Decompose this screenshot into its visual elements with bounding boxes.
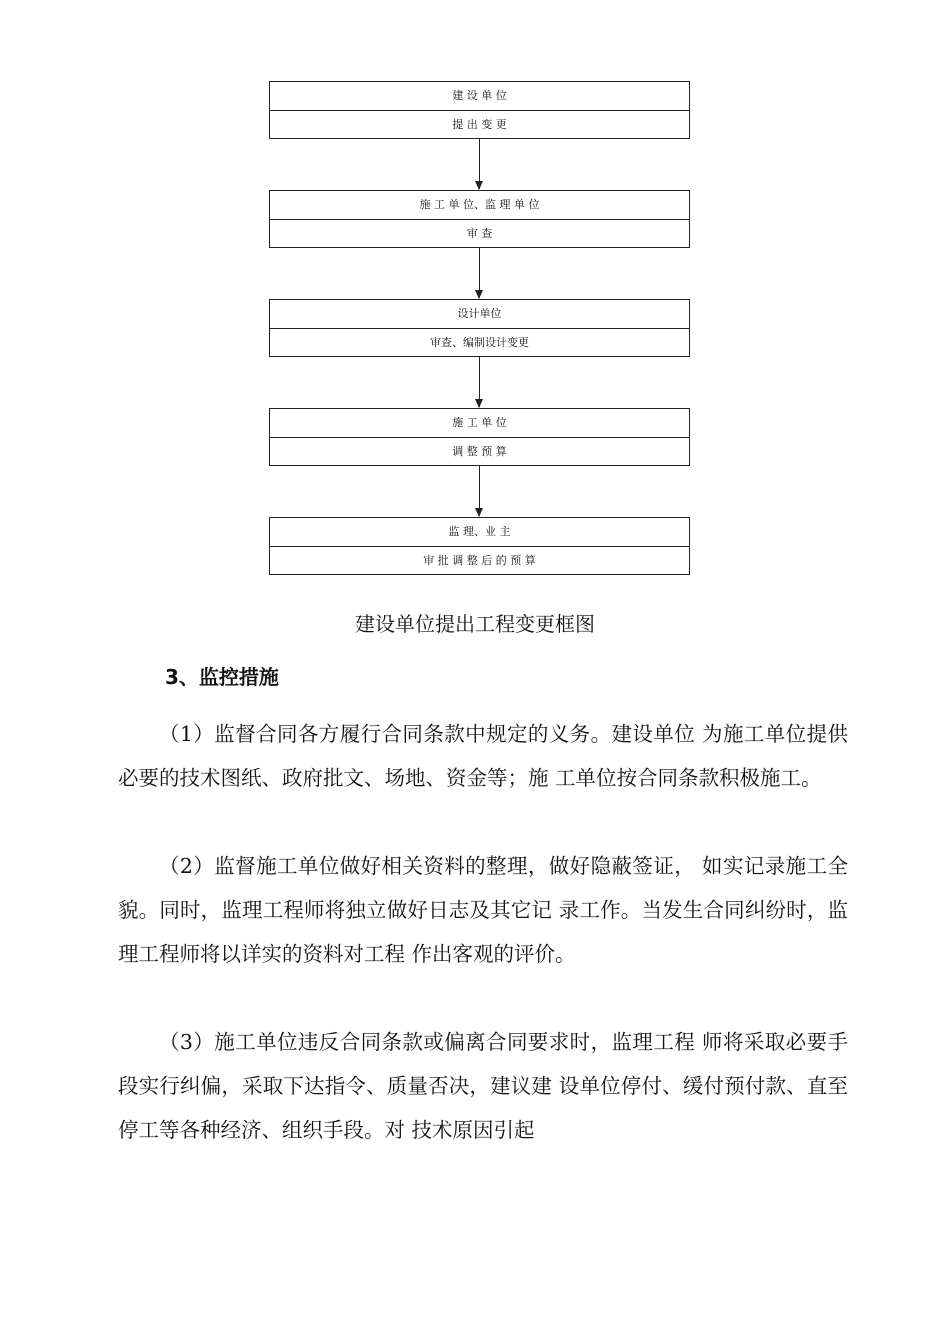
- paragraph-3: （3）施工单位违反合同条款或偏离合同要求时，监理工程 师将采取必要手段实行纠偏，采取下达指令、质量否决，建议建 设单位停付、缓付预付款、直至停工等各种经济、组织手段。对 技术原因引起: [118, 1030, 848, 1142]
- flow-step-2-title: 施 工 单 位、监 理 单 位: [270, 191, 689, 220]
- flow-step-2: [269, 190, 690, 248]
- flow-step-1-action: 提 出 变 更: [452, 118, 507, 131]
- flow-step-4-title: 施 工 单 位: [270, 409, 689, 438]
- flow-arrow-4: [479, 466, 480, 516]
- flow-arrow-2: [479, 248, 480, 298]
- section-heading: 3、监控措施: [165, 665, 279, 689]
- flow-step-4: [269, 408, 690, 466]
- flow-step-4-action: 调 整 预 算: [452, 445, 507, 458]
- flow-step-3: [269, 299, 690, 357]
- flow-step-5: [269, 517, 690, 575]
- flow-arrow-1: [479, 139, 480, 189]
- paragraph-1: （1）监督合同各方履行合同条款中规定的义务。建设单位 为施工单位提供必要的技术图纸、政府批文、场地、资金等；施 工单位按合同条款积极施工。: [118, 722, 848, 790]
- flow-arrow-3: [479, 357, 480, 407]
- flow-step-5-title: 监 理、业 主: [270, 518, 689, 547]
- flow-step-2-action: 审 查: [466, 227, 493, 240]
- flow-step-3-action: 审查、编制设计变更: [430, 336, 529, 349]
- flow-step-5-action: 审 批 调 整 后 的 预 算: [423, 554, 536, 567]
- flow-step-1: [269, 81, 690, 139]
- paragraph-2: （2）监督施工单位做好相关资料的整理，做好隐蔽签证， 如实记录施工全貌。同时，监理工程师将独立做好日志及其它记 录工作。当发生合同纠纷时，监理工程师将以详实的资料对工程 作出客观的评价。: [118, 854, 848, 966]
- figure-caption: 建设单位提出工程变更框图: [355, 612, 595, 636]
- flow-step-1-title: 建 设 单 位: [270, 82, 689, 111]
- flow-step-3-title: 设计单位: [270, 300, 689, 329]
